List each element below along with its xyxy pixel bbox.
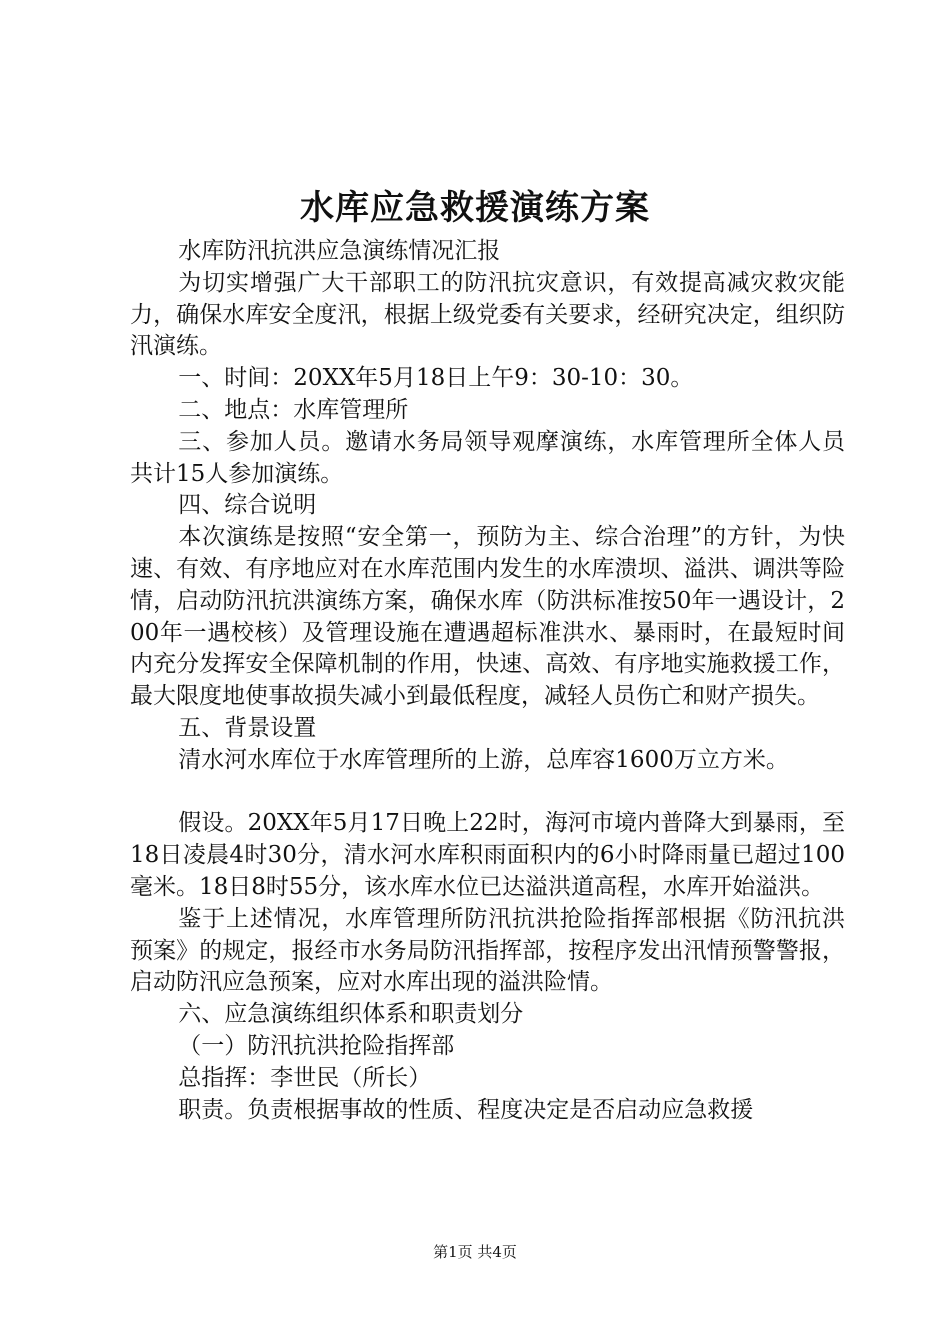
paragraph-location: 二、地点：水库管理所 — [178, 396, 409, 423]
paragraph-scenario: 假设。20XX年5月17日晚上22时，海河市境内普降大到暴雨，至18日凌晨4时30分，清水河水库积雨面积内的6小时降雨量已超过100毫米。18日8时55分，该水库水位已达溢洪道高程，水库开始溢洪。 — [130, 810, 845, 900]
subsection-heading-command: （一）防汛抗洪抢险指挥部 — [178, 1032, 455, 1059]
paragraph-commander: 总指挥：李世民（所长） — [178, 1064, 432, 1091]
section-heading-organization: 六、应急演练组织体系和职责划分 — [178, 1001, 524, 1028]
section-heading-overview: 四、综合说明 — [178, 492, 317, 519]
paragraph-duties: 职责。负责根据事故的性质、程度决定是否启动应急救援 — [178, 1096, 754, 1123]
paragraph-time: 一、时间：20XX年5月18日上午9：30-10：30。 — [178, 365, 694, 392]
paragraph-intro: 为切实增强广大干部职工的防汛抗灾意识，有效提高减灾救灾能力，确保水库安全度汛，根据上级党委有关要求，经研究决定，组织防汛演练。 — [130, 269, 845, 360]
page-number-footer: 第1页 共4页 — [433, 1243, 517, 1261]
paragraph-reservoir-capacity: 清水河水库位于水库管理所的上游，总库容1600万立方米。 — [178, 746, 789, 773]
document-title: 水库应急救援演练方案 — [300, 188, 650, 228]
paragraph-report-heading: 水库防汛抗洪应急演练情况汇报 — [178, 238, 501, 264]
paragraph-participants: 三、参加人员。邀请水务局领导观摩演练，水库管理所全体人员共计15人参加演练。 — [130, 428, 845, 487]
section-heading-background: 五、背景设置 — [178, 714, 317, 741]
document-body — [130, 236, 845, 1126]
paragraph-overview: 本次演练是按照“安全第一，预防为主、综合治理”的方针，为快速、有效、有序地应对在水库范围内发生的水库溃坝、溢洪、调洪等险情，启动防汛抗洪演练方案，确保水库（防洪标准按50年一遇设计，200年一遇校核）及管理设施在遭遇超标准洪水、暴雨时，在最短时间内充分发挥安全保障机制的作用，快速、高效、有序地实施救援工作，最大限度地使事故损失减小到最低程度，减轻人员伤亡和财产损失。 — [130, 524, 845, 710]
blank-line — [130, 777, 845, 809]
paragraph-response: 鉴于上述情况，水库管理所防汛抗洪抢险指挥部根据《防汛抗洪预案》的规定，报经市水务局防汛指挥部，按程序发出汛情预警警报，启动防汛应急预案，应对水库出现的溢洪险情。 — [130, 905, 845, 996]
